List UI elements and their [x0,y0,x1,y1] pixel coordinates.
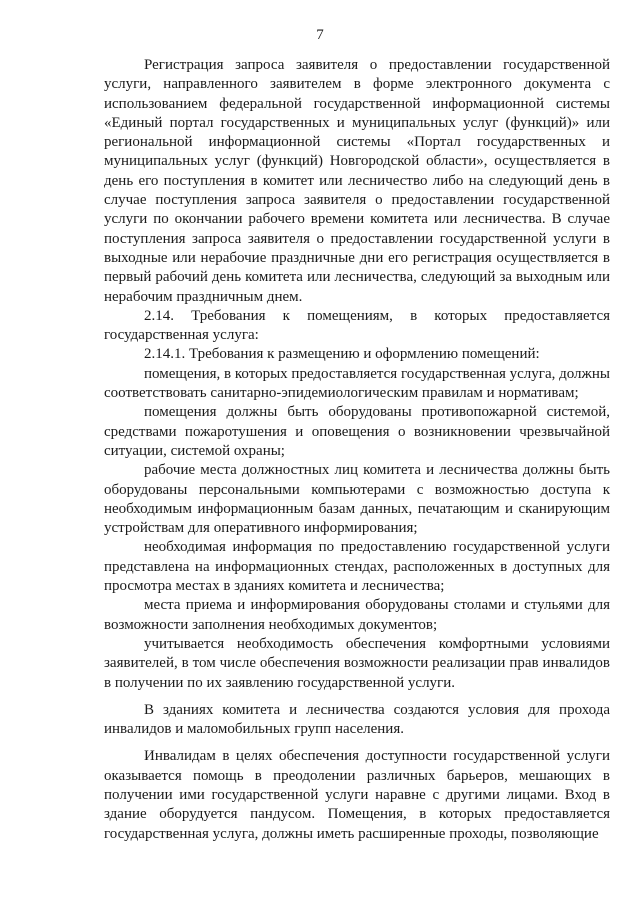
paragraph-workplaces: рабочие места должностных лиц комитета и лесничества должны быть оборудованы персональными компьютерами с возможностью доступа к необходимым информационным базам данных, печатающим и сканирующим устройствам для оперативного информирования; [104,462,610,537]
paragraph-reception: места приема и информирования оборудованы столами и стульями для возможности заполнения необходимых документов; [104,597,610,633]
paragraph-2-14-1-heading: 2.14.1. Требования к размещению и оформлению помещений: [144,346,540,363]
paragraph-2-14-heading: 2.14. Требования к помещениям, в которых предоставляется государственная услуга: [104,307,610,344]
paragraph-comfort: учитывается необходимость обеспечения комфортными условиями заявителей, в том числе обеспечения возможности реализации прав инвалидов в получении по их заявлению государственной услуги. [104,635,610,691]
paragraph-fire-safety: помещения должны быть оборудованы противопожарной системой, средствами пожаротушения и оповещения о возникновении чрезвычайной ситуации, системой охраны; [104,404,610,459]
paragraph-sanitary: помещения, в которых предоставляется государственная услуга, должны соответствовать санитарно-эпидемиологическим правилам и нормативам; [104,365,610,402]
paragraph-disabled-assistance: Инвалидам в целях обеспечения доступности государственной услуги оказывается помощь в преодолении различных барьеров, мешающих в получении ими государственной услуги наравне с другими лицами. Вход в здание оборудуется пандусом. Помещения, в которых предоставляется государственная услуга, должны иметь расширенные проходы, позволяющие [104,748,610,842]
document-body [104,56,610,844]
paragraph-registration: Регистрация запроса заявителя о предоставлении государственной услуги, направленного заявителем в форме электронного документа с использованием федеральной государственной информационной системы «Единый портал государственных и муниципальных услуг (функций)» или региональной информационной системы «Портал государственных и муниципальных услуг (функций) Новгородской области», осуществляется в день его поступления в комитет или лесничество либо на следующий день в случае поступления запроса заявителя о предоставлении государственной услуги по окончании рабочего времени комитета или лесничества. В случае поступления запроса заявителя о предоставлении государственной услуги в выходные или нерабочие праздничные дни его регистрация осуществляется в первый рабочий день комитета или лесничества, следующий за выходным или нерабочим праздничным днем. [104,57,610,305]
paragraph-info-stands: необходимая информация по предоставлению государственной услуги представлена на информационных стендах, расположенных в доступных для просмотра местах в зданиях комитета и лесничества; [104,539,610,595]
paragraph-accessibility: В зданиях комитета и лесничества создаются условия для прохода инвалидов и маломобильных групп населения. [104,701,610,738]
page-number: 7 [316,27,324,43]
